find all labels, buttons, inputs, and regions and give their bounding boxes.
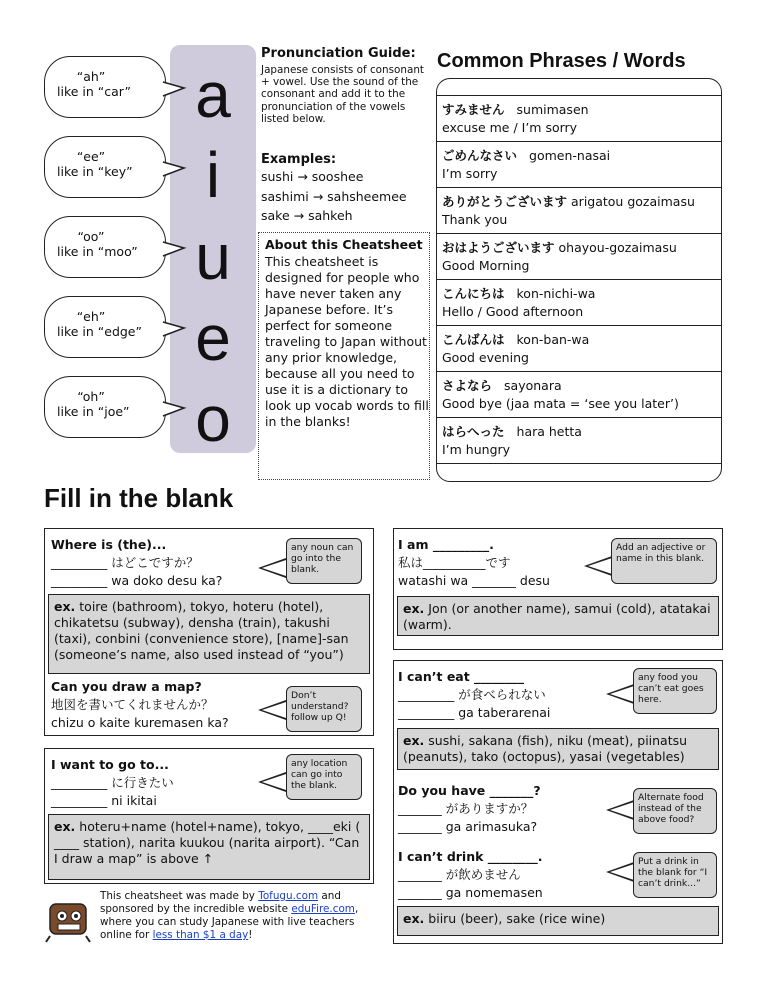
phrase-english: Hello / Good afternoon [442,304,584,319]
note-pointer [584,556,612,576]
guide-body: Japanese consists of consonant + vowel. Use the sound of the consonant and add it to the pronunciation of the vowels listed below. [261,64,424,125]
phrase-divider [436,463,722,464]
iam-note: Add an adjective or name in this blank. [611,538,717,584]
vowel-bubble-i [44,136,166,198]
vowel-i: i [205,139,221,211]
cant-eat-examples [397,728,719,770]
vowel-quote: “eh” [76,309,106,324]
goto-romaji: _________ ni ikitai [51,793,157,808]
about-body: This cheatsheet is designed for people who have never taken any Japanese before. It’s perfect for someone traveling to Japan without any prior knowledge, because all you need to use it is a dictionary to look up vocab words to fill in the blanks! [265,254,429,429]
vowel-example: like in “key” [57,164,133,179]
phrase-row [436,233,722,279]
cant-eat-heading: I can’t eat ________ [398,669,525,684]
guide-title: Pronunciation Guide: [261,46,416,61]
vowel-quote: “oo” [77,229,105,244]
have-japanese: _______ がありますか？ [398,801,534,816]
phrase-english: I’m hungry [442,442,511,457]
example-line: sake → sahkeh [261,208,353,223]
vowel-example: like in “joe” [57,404,130,419]
goto-japanese: _________ に行きたい [51,775,174,790]
edufire-link[interactable]: eduFire.com [291,903,355,915]
note-pointer [606,862,634,882]
note-pointer [258,558,286,578]
vowel-bubble-a [44,56,166,118]
cant-eat-japanese: _________ が食べられない [398,687,546,702]
note-pointer [258,772,286,792]
note-pointer [606,684,634,704]
example-line: sashimi → sahsheemee [261,189,407,204]
cant-eat-note: any food you can’t eat goes here. [633,668,717,714]
tofugu-link[interactable]: Tofugu.com [258,890,319,902]
about-title: About this Cheatsheet [265,237,423,252]
map-heading: Can you draw a map? [51,679,202,694]
have-note: Alternate food instead of the above food? [633,788,717,834]
price-link[interactable]: less than $1 a day [152,929,249,941]
phrase-japanese: はらへった [442,424,505,439]
vowel-example: like in “edge” [57,324,142,339]
phrase-romaji: sumimasen [516,102,589,117]
phrase-romaji: ohayou-gozaimasu [558,240,677,255]
cant-drink-examples [397,906,719,936]
goto-examples [48,814,370,880]
vowel-e: e [195,302,231,374]
phrase-english: excuse me / I’m sorry [442,120,578,135]
phrase-romaji: kon-nichi-wa [516,286,596,301]
phrase-romaji: kon-ban-wa [516,332,590,347]
vowel-example: like in “car” [57,84,131,99]
example-line: sushi → sooshee [261,169,364,184]
vowel-quote: “oh” [77,389,105,404]
vowel-example: like in “moo” [57,244,138,259]
mascot-icon [44,892,94,944]
have-romaji: _______ ga arimasuka? [398,819,538,834]
footer-text: This cheatsheet was made by [100,890,259,902]
example-text: biiru (beer), sake (rice wine) [428,911,606,926]
phrase-japanese: こんばんは [442,332,505,347]
example-text: toire (bathroom), tokyo, hoteru (hotel), chikatetsu (subway), densha (train), takushi (taxi), conbini (convenience store), [name]-san (someone’s name, also used instead of “you”) [54,599,349,662]
phrase-english: Good Morning [442,258,530,273]
iam-heading: I am _________. [398,537,494,552]
footer-text: and sponsored by the incredible website [100,890,341,915]
cant-drink-note: Put a drink in the blank for “I can’t drink...” [633,852,717,898]
phrase-row [436,417,722,463]
vowel-u: u [195,221,231,293]
example-text: hoteru+name (hotel+name), tokyo, ____eki ( ____ station), narita kuukou (narita airport). “Can I draw a map” is above ↑ [54,819,361,866]
cant-drink-japanese: _______ が飲めません [398,867,521,882]
iam-examples [397,596,719,636]
footer-text: ! [248,929,253,941]
map-japanese: 地図を書いてくれませんか？ [51,697,214,712]
vowel-bubble-e [44,296,166,358]
footer-credit [100,890,370,942]
iam-romaji: watashi wa _______ desu [398,573,550,588]
phrase-japanese: ありがとうございます [442,194,568,209]
example-label: ex. [403,601,425,616]
where-examples [48,594,370,674]
vowel-bubble-u [44,216,166,278]
vowel-quote: “ah” [76,69,106,84]
phrase-romaji: hara hetta [516,424,582,439]
phrase-romaji: sayonara [504,378,562,393]
phrase-row [436,371,722,417]
phrase-english: I’m sorry [442,166,498,181]
phrase-row [436,141,722,187]
footer-text: , where you can study Japanese with live teachers online for [100,903,359,941]
phrase-japanese: すみません [442,102,505,117]
example-label: ex. [54,599,76,614]
phrase-row [436,187,722,233]
phrase-japanese: こんにちは [442,286,505,301]
cant-drink-romaji: _______ ga nomemasen [398,885,543,900]
bubble-tails [150,40,190,460]
phrase-romaji: arigatou gozaimasu [571,194,695,209]
where-note: any noun can go into the blank. [286,538,362,584]
map-note: Don’t understand? follow up Q! [286,686,362,732]
vowel-o: o [195,383,231,455]
example-text: Jon (or another name), samui (cold), atatakai (warm). [403,601,711,632]
vowel-a: a [195,59,231,131]
phrase-japanese: さよなら [442,378,493,393]
vowel-bubble-o [44,376,166,438]
phrase-japanese: ごめんなさい [442,148,518,163]
note-pointer [606,800,634,820]
where-japanese: _________ はどこですか？ [51,555,199,570]
phrase-row [436,95,722,141]
iam-japanese: 私は__________です [398,555,511,570]
phrase-row [436,279,722,325]
vowel-quote: “ee” [76,149,106,164]
phrase-romaji: gomen-nasai [529,148,611,163]
example-label: ex. [403,733,425,748]
cant-drink-heading: I can’t drink ________. [398,849,543,864]
phrase-english: Thank you [442,212,508,227]
examples-title: Examples: [261,152,337,167]
phrase-row [436,325,722,371]
phrase-english: Good bye (jaa mata = ‘see you later’) [442,396,679,411]
where-romaji: _________ wa doko desu ka? [51,573,223,588]
fill-title: Fill in the blank [44,483,234,513]
example-label: ex. [54,819,76,834]
cant-eat-romaji: _________ ga taberarenai [398,705,551,720]
have-heading: Do you have _______? [398,783,541,798]
goto-heading: I want to go to... [51,757,169,772]
example-text: sushi, sakana (fish), niku (meat), piinatsu (peanuts), tako (octopus), yasai (vegetables) [403,733,688,764]
goto-note: any location can go into the blank. [286,754,362,800]
phrases-title: Common Phrases / Words [437,50,686,72]
phrase-english: Good evening [442,350,529,365]
phrase-japanese: おはようございます [442,240,555,255]
where-heading: Where is (the)... [51,537,167,552]
note-pointer [258,700,286,720]
example-label: ex. [403,911,425,926]
map-romaji: chizu o kaite kuremasen ka? [51,715,229,730]
